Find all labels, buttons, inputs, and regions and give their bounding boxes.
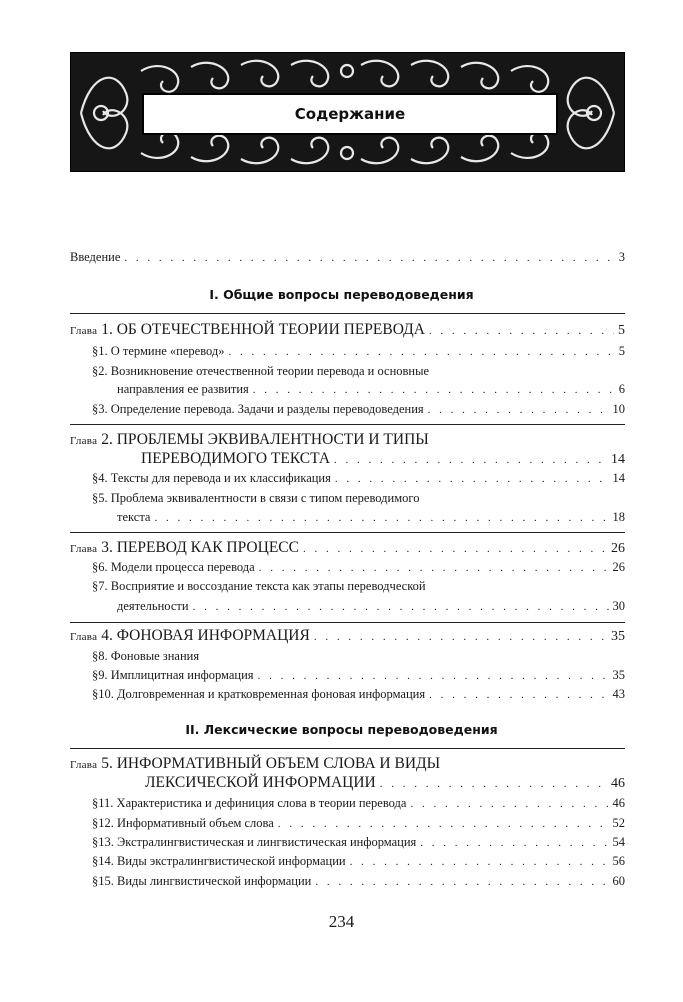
page-number: 5: [618, 323, 625, 338]
leader-dots: [303, 539, 607, 559]
title-box: [142, 93, 558, 135]
leader-dots: [278, 816, 609, 832]
leader-dots: [193, 599, 609, 615]
toc-section-12: [92, 815, 625, 832]
toc-chapter-2-line1: [70, 430, 429, 451]
chapter-title: ОБ ОТЕЧЕСТВЕННОЙ ТЕОРИИ ПЕРЕВОДА: [116, 321, 425, 338]
ornament-banner: [70, 52, 625, 172]
toc-chapter-4: [70, 626, 625, 647]
section-number: §13.: [92, 835, 114, 849]
chapter-number: 4.: [101, 627, 113, 644]
leader-dots: [335, 471, 609, 487]
chapter-title-cont: ЛЕКСИЧЕСКОЙ ИНФОРМАЦИИ: [145, 774, 376, 791]
toc-section-13: [92, 834, 625, 851]
section-title-cont: текста: [117, 510, 151, 524]
toc-section-2-line2: [117, 381, 625, 398]
part-heading-2: II. Лексические вопросы переводоведения: [185, 722, 498, 737]
leader-dots: [410, 796, 608, 812]
toc-entry-intro: [70, 249, 625, 266]
chapter-title: ПРОБЛЕМЫ ЭКВИВАЛЕНТНОСТИ И ТИПЫ: [116, 431, 429, 448]
page-number: 10: [612, 402, 625, 416]
page-number: 6: [618, 382, 625, 396]
page-number: 3: [618, 250, 625, 264]
section-number: §9.: [92, 668, 108, 682]
section-number: §8.: [92, 649, 108, 663]
leader-dots: [253, 382, 615, 398]
chapter-number: 1.: [101, 321, 113, 338]
chapter-word: Глава: [70, 435, 98, 447]
section-number: §6.: [92, 560, 108, 574]
divider: [70, 622, 625, 623]
chapter-title: ПЕРЕВОД КАК ПРОЦЕСС: [116, 539, 299, 556]
page-number: 5: [618, 344, 625, 358]
page-number: 54: [612, 835, 625, 849]
leader-dots: [428, 402, 609, 418]
entry-title: Введение: [70, 250, 121, 264]
toc-section-2-line1: [92, 363, 429, 379]
section-title: Долговременная и кратковременная фоновая информация: [117, 687, 426, 701]
section-title-cont: направления ее развития: [117, 382, 249, 396]
section-title: Модели процесса перевода: [110, 560, 255, 574]
chapter-word: Глава: [70, 631, 98, 643]
part-heading-1: I. Общие вопросы переводоведения: [209, 287, 474, 302]
toc-section-11: [92, 795, 625, 812]
toc-section-7-line2: [117, 598, 625, 615]
chapter-number: 2.: [101, 431, 113, 448]
divider: [70, 532, 625, 533]
toc-section-6: [92, 559, 625, 576]
section-number: §15.: [92, 874, 114, 888]
section-number: §2.: [92, 364, 108, 378]
toc-section-3: [92, 401, 625, 418]
section-title: Фоновые знания: [110, 649, 200, 663]
section-title-cont: деятельности: [117, 599, 189, 613]
toc-section-14: [92, 853, 625, 870]
section-title: Восприятие и воссоздание текста как этапы переводческой: [110, 579, 426, 593]
toc-chapter-5-line1: [70, 754, 440, 775]
toc-section-9: [92, 667, 625, 684]
section-title: Экстралингвистическая и лингвистическая информация: [117, 835, 417, 849]
section-number: §10.: [92, 687, 114, 701]
toc-section-7-line1: [92, 578, 426, 594]
page-number: 56: [612, 854, 625, 868]
leader-dots: [259, 560, 609, 576]
section-number: §4.: [92, 471, 108, 485]
leader-dots: [124, 250, 614, 266]
toc-section-10: [92, 686, 625, 703]
section-title: Характеристика и дефиниция слова в теории перевода: [116, 796, 407, 810]
leader-dots: [350, 854, 609, 870]
page-number: 60: [612, 874, 625, 888]
toc-section-4: [92, 470, 625, 487]
toc-chapter-1: [70, 320, 625, 341]
leader-dots: [429, 321, 614, 341]
leader-dots: [315, 874, 608, 890]
chapter-number: 3.: [101, 539, 113, 556]
toc-chapter-5-line2: [145, 773, 625, 794]
section-title: Виды лингвистической информации: [117, 874, 312, 888]
page-number: 46: [611, 776, 625, 791]
chapter-title: ИНФОРМАТИВНЫЙ ОБЪЕМ СЛОВА И ВИДЫ: [116, 755, 441, 772]
leader-dots: [154, 510, 608, 526]
page-number: 35: [611, 629, 625, 644]
page-title: Содержание: [294, 105, 406, 123]
leader-dots: [229, 344, 615, 360]
toc-section-5-line1: [92, 490, 419, 506]
page-number: 35: [612, 668, 625, 682]
leader-dots: [314, 627, 607, 647]
page-folio: 234: [328, 912, 355, 931]
section-number: §14.: [92, 854, 114, 868]
chapter-number: 5.: [101, 755, 113, 772]
leader-dots: [334, 450, 607, 470]
page-number: 18: [612, 510, 625, 524]
page-number: 14: [612, 471, 625, 485]
page-number: 43: [612, 687, 625, 701]
section-number: §7.: [92, 579, 108, 593]
section-title: Имплицитная информация: [110, 668, 254, 682]
section-title: Виды экстралингвистической информации: [117, 854, 346, 868]
section-title: Определение перевода. Задачи и разделы переводоведения: [110, 402, 424, 416]
page-number: 26: [611, 541, 625, 556]
chapter-title: ФОНОВАЯ ИНФОРМАЦИЯ: [116, 627, 310, 644]
divider: [70, 748, 625, 749]
page-number: 14: [611, 452, 625, 467]
toc-section-5-line2: [117, 509, 625, 526]
chapter-word: Глава: [70, 325, 98, 337]
section-number: §3.: [92, 402, 108, 416]
section-number: §1.: [92, 344, 108, 358]
chapter-title-cont: ПЕРЕВОДИМОГО ТЕКСТА: [141, 450, 331, 467]
leader-dots: [429, 687, 608, 703]
toc-section-8: [92, 648, 199, 664]
section-title: Проблема эквивалентности в связи с типом переводимого: [110, 491, 420, 505]
page-number: 52: [612, 816, 625, 830]
leader-dots: [420, 835, 608, 851]
page-number: 30: [612, 599, 625, 613]
leader-dots: [258, 668, 609, 684]
section-title: Возникновение отечественной теории перевода и основные: [110, 364, 430, 378]
page-number: 46: [612, 796, 625, 810]
leader-dots: [380, 774, 607, 794]
section-number: §5.: [92, 491, 108, 505]
section-title: Тексты для перевода и их классификация: [110, 471, 331, 485]
chapter-word: Глава: [70, 543, 98, 555]
chapter-word: Глава: [70, 759, 98, 771]
toc-section-1: [92, 343, 625, 360]
section-number: §11.: [92, 796, 114, 810]
page-number: 26: [612, 560, 625, 574]
section-title: О термине «перевод»: [110, 344, 225, 358]
section-title: Информативный объем слова: [117, 816, 274, 830]
divider: [70, 313, 625, 314]
toc-chapter-3: [70, 538, 625, 559]
toc-chapter-2-line2: [141, 449, 625, 470]
divider: [70, 424, 625, 425]
section-number: §12.: [92, 816, 114, 830]
toc-section-15: [92, 873, 625, 890]
